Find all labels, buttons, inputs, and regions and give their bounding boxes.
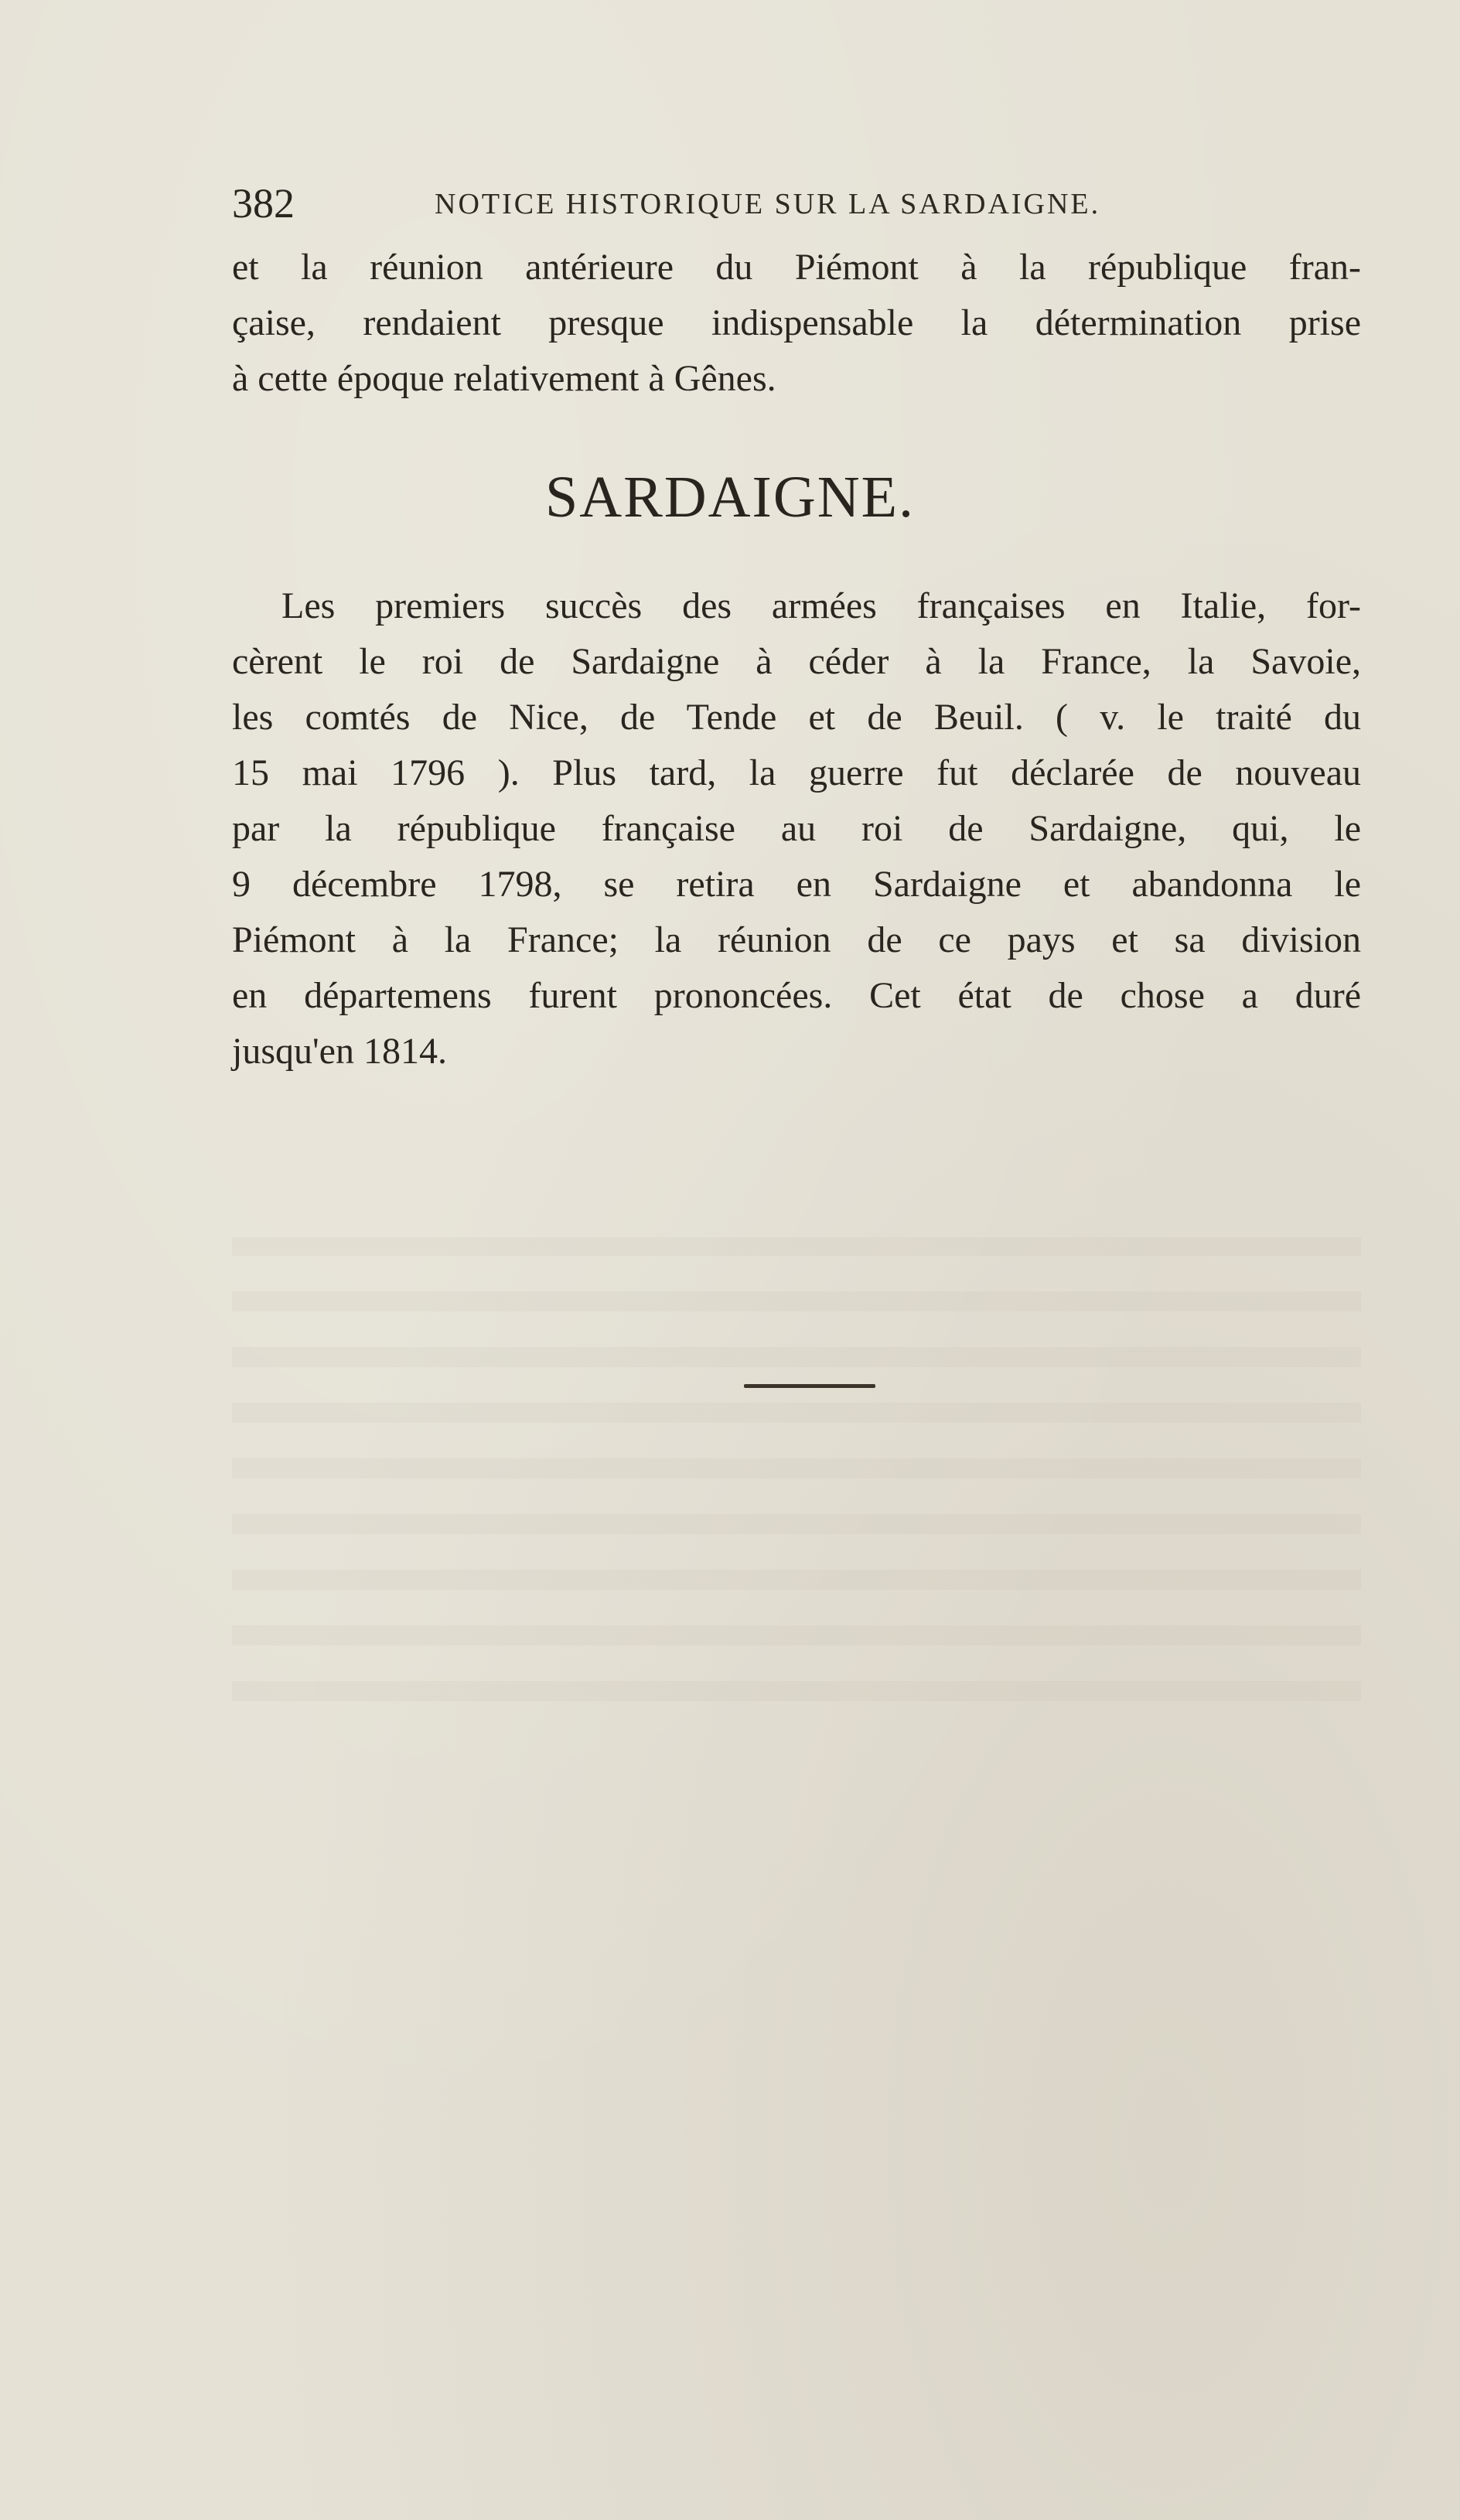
text-line: 9 décembre 1798, se retira en Sardaigne et abandonna le bbox=[232, 864, 1361, 905]
text-line: les comtés de Nice, de Tende et de Beuil. ( v. le traité du bbox=[232, 697, 1361, 738]
page-number: 382 bbox=[232, 180, 295, 227]
text-line: à cette époque relativement à Gênes. bbox=[232, 358, 776, 399]
text-line: cèrent le roi de Sardaigne à céder à la France, la Savoie, bbox=[232, 641, 1361, 682]
page-header bbox=[232, 179, 1361, 226]
text-line: 15 mai 1796 ). Plus tard, la guerre fut déclarée de nouveau bbox=[232, 752, 1361, 793]
end-rule bbox=[744, 1384, 875, 1388]
paragraph-sardaigne bbox=[232, 578, 1361, 1079]
text-line: par la république française au roi de Sardaigne, qui, le bbox=[232, 808, 1361, 849]
text-line: Les premiers succès des armées françaises en Italie, for- bbox=[281, 585, 1361, 626]
text-line: Piémont à la France; la réunion de ce pays et sa division bbox=[232, 919, 1361, 960]
bleed-through-texture bbox=[232, 1237, 1361, 1701]
running-head: NOTICE HISTORIQUE SUR LA SARDAIGNE. bbox=[435, 188, 1101, 220]
text-line: jusqu'en 1814. bbox=[232, 1031, 447, 1072]
paragraph-continued bbox=[232, 240, 1361, 407]
text-line: çaise, rendaient presque indispensable la détermination prise bbox=[232, 302, 1361, 343]
section-title: SARDAIGNE. bbox=[544, 465, 916, 530]
text-line: en départemens furent prononcées. Cet état de chose a duré bbox=[232, 975, 1361, 1016]
text-line: et la réunion antérieure du Piémont à la république fran- bbox=[232, 247, 1361, 288]
